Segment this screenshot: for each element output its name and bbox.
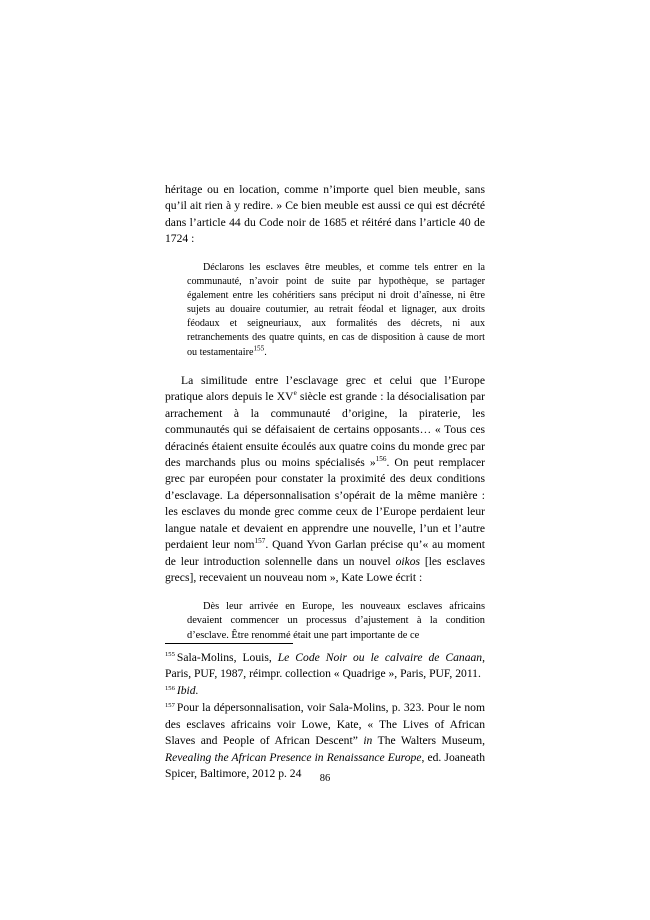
paragraph-2-seg-e: [les esclaves grecs], recevaient un nouveau nom », Kate Lowe écrit : bbox=[165, 554, 485, 585]
blockquote-2 bbox=[165, 600, 485, 644]
blockquote-1-body: Déclarons les esclaves être meubles, et comme tels entrer en la communauté, n’avoir point de suite par hypothèque, se partager également entre les cohéritiers sans préciput ni droit d’aînesse, ni être sujets au douaire coutumier, au retrait féodal et lignager, aux droits féodaux et seigneuriaux, aux formalités des décrets, ni aux retranchements des quatre quints, en cas de disposition à cause de mort ou testamentaire bbox=[187, 261, 485, 358]
footnotes-section bbox=[165, 650, 485, 783]
paragraph-1-text: héritage ou en location, comme n’importe quel bien meuble, sans qu’il ait rien à y redire. » Ce bien meuble est aussi ce qui est décrété dans l’article 44 du Code noir de 1685 et réitéré dans l’article 40 de 1724 : bbox=[165, 183, 485, 246]
paragraph-2-italic-term: oikos bbox=[395, 554, 421, 568]
footnote-157-book-title: Revealing the African Presence in Renaissance Europe bbox=[165, 750, 422, 764]
footnote-155-number: 155 bbox=[165, 651, 175, 659]
footnote-157 bbox=[165, 700, 485, 782]
footnote-157-text-mid: The Walters Museum, bbox=[372, 734, 485, 748]
footnote-155-text-before: Sala-Molins, Louis, bbox=[176, 651, 278, 664]
footnote-155 bbox=[165, 650, 485, 683]
footnote-ref-155[interactable]: 155 bbox=[253, 344, 265, 353]
blockquote-1-period: . bbox=[264, 346, 267, 358]
paragraph-2-seg-a: La similitude entre l’esclavage grec et celui que l’Europe pratique alors depuis le XV bbox=[165, 373, 485, 404]
footnote-156-number: 156 bbox=[165, 684, 175, 692]
blockquote-1-text bbox=[187, 261, 485, 360]
page-body bbox=[165, 182, 485, 657]
paragraph-2-seg-b: siècle est grande : la désocialisation par arrachement à la communauté d’origine, la piraterie, les communautés qui se défaisaient de certains opposants… « Tous ces déracinés étaient ensuite écoulés aux quatre coins du monde grec par des marchands plus ou moins spécialisés » bbox=[165, 390, 485, 469]
footnote-156-ibid: Ibid. bbox=[176, 684, 199, 698]
footnote-ref-156[interactable]: 156 bbox=[375, 455, 387, 464]
footnote-155-text-after: , Paris, PUF, 1987, réimpr. collection « Quadrige », Paris, PUF, 2011. bbox=[165, 651, 485, 681]
paragraph-2 bbox=[165, 373, 485, 587]
footnote-ref-157[interactable]: 157 bbox=[254, 537, 266, 546]
footnote-155-title: Le Code Noir ou le calvaire de Canaan bbox=[277, 651, 483, 664]
blockquote-2-text: Dès leur arrivée en Europe, les nouveaux esclaves africains devaient commencer un processus d’ajustement à la condition d’esclave. Être renommé était une part importante de ce bbox=[187, 600, 485, 642]
footnote-157-text-before: Pour la dépersonnalisation, voir Sala-Molins, p. 323. Pour le nom des esclaves africains voir Lowe, Kate, « The Lives of African Slaves and People of African Descent” bbox=[165, 701, 485, 748]
footnote-157-text-end: , ed. Joaneath Spicer, Baltimore, 2012 p. 24 bbox=[165, 750, 485, 781]
footnote-156 bbox=[165, 683, 485, 699]
footnote-157-number: 157 bbox=[165, 701, 175, 709]
ordinal-superscript: e bbox=[293, 389, 297, 398]
footnote-157-italic-in: in bbox=[363, 734, 373, 748]
paragraph-1 bbox=[165, 182, 485, 248]
page-number: 86 bbox=[319, 773, 331, 784]
paragraph-2-seg-c: . On peut remplacer grec par européen pour constater la proximité des deux conditions d’esclavage. La dépersonnalisation s’opérait de la même manière : les esclaves du monde grec comme ceux de l’Europe perdaient leur langue natale et devaient en apprendre une nouvelle, l’un et l’autre perdaient leur nom bbox=[165, 455, 485, 552]
blockquote-1 bbox=[165, 261, 485, 360]
footnote-separator bbox=[165, 643, 293, 644]
paragraph-2-seg-d: . Quand Yvon Garlan précise qu’« au moment de leur introduction solennelle dans un nouvel bbox=[165, 538, 485, 568]
